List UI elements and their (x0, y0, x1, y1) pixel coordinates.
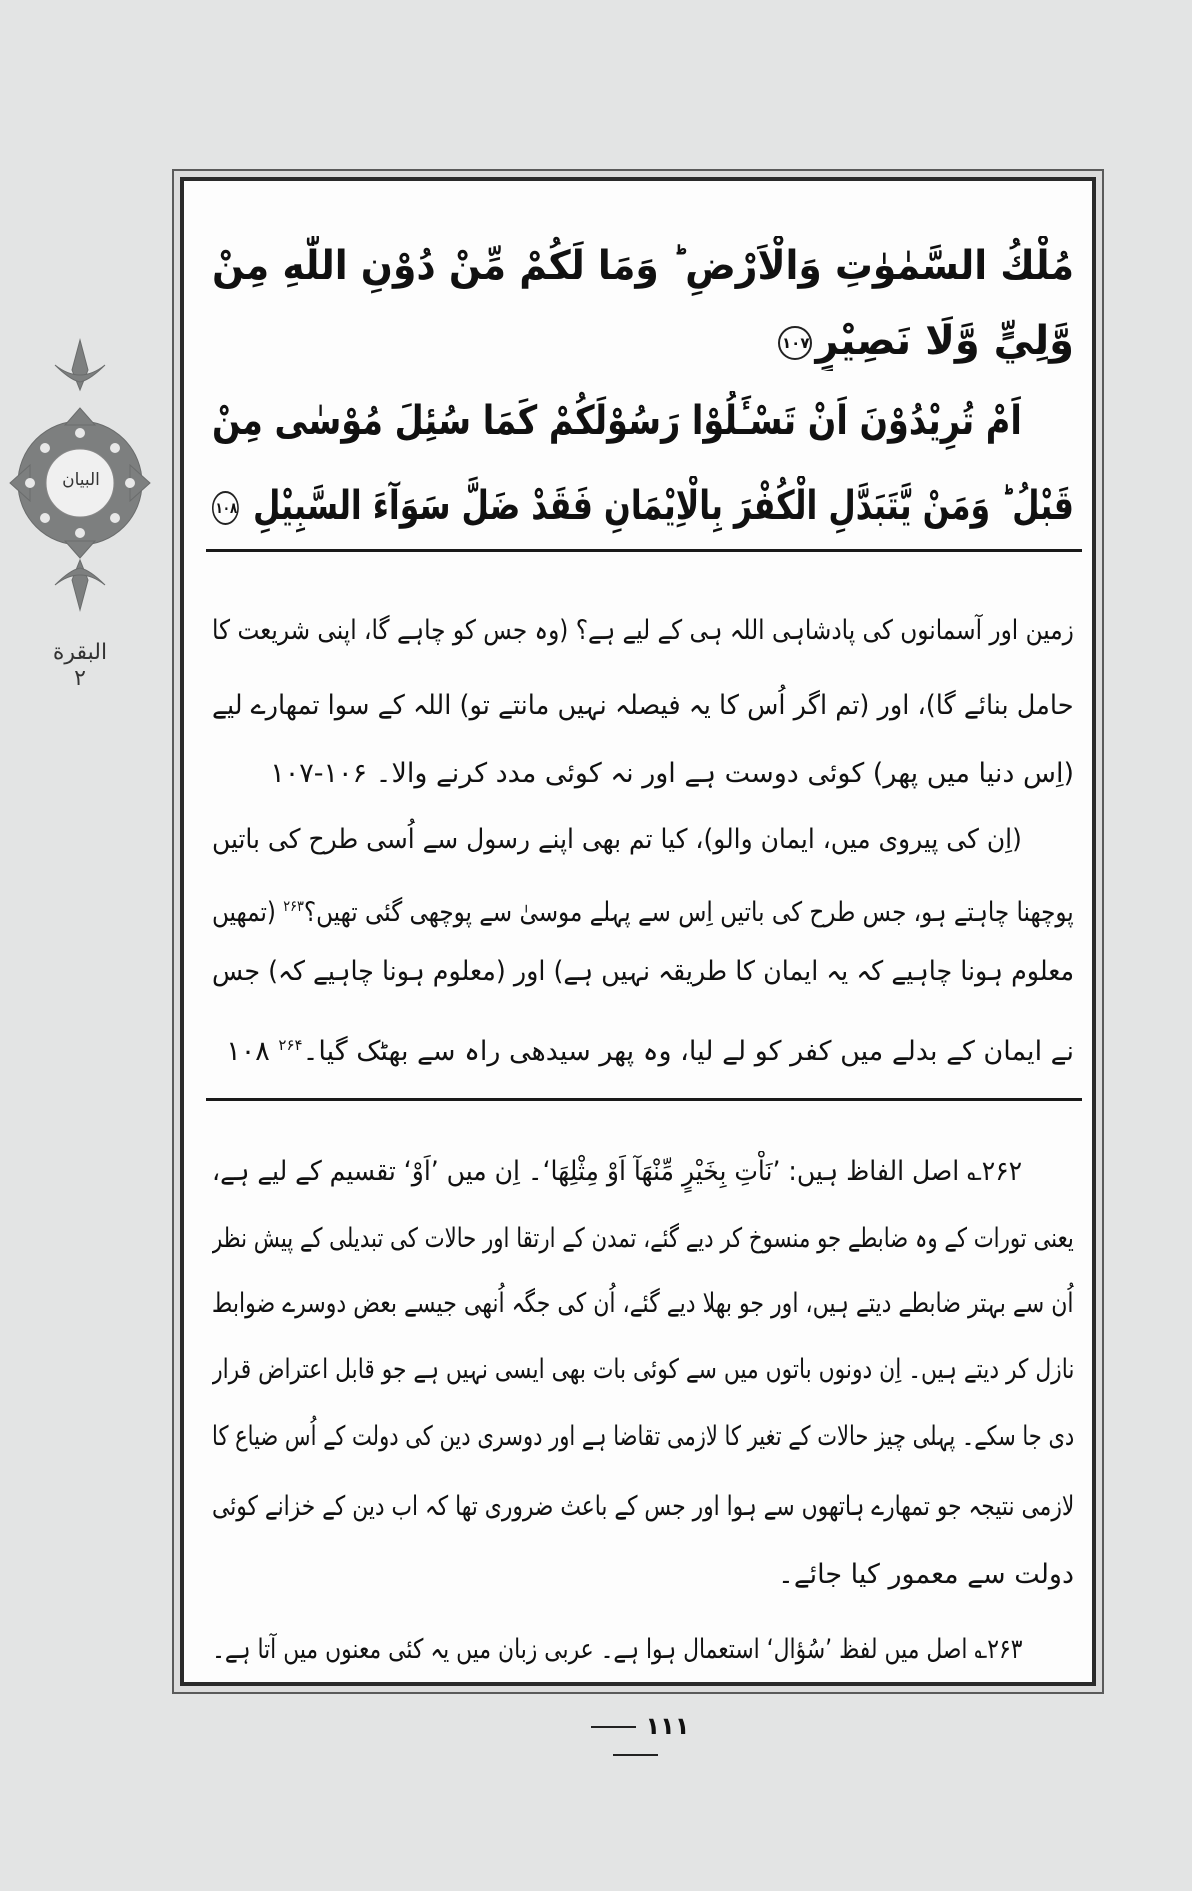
translation-line (212, 609, 1074, 653)
line-fit-wrapper: معلوم ہونا چاہیے کہ یہ ایمان کا طریقہ نہیں ہے) اور (معلوم ہونا چاہیے کہ) جس (212, 956, 1074, 987)
footnote-line: دولت سے معمور کیا جائے۔ (778, 1559, 1074, 1590)
translation-line (212, 818, 1022, 862)
translation-text: پوچھنا چاہتے ہو، جس طرح کی باتیں اِس سے پہلے موسیٰ سے پوچھی گئی تھیں؟ (304, 897, 1074, 928)
footnote-line (212, 1628, 1022, 1672)
line-fit-wrapper (212, 884, 1074, 935)
divider (206, 549, 1082, 552)
footnote-ref-264[interactable]: ۲۶۴ (278, 1036, 303, 1054)
page-number-text: ۱۱۱ (645, 1712, 690, 1740)
page-number (560, 1712, 710, 1768)
line-fit-wrapper: لازمی نتیجہ جو تمھارے ہاتھوں سے ہوا اور جس کے باعث ضروری تھا کہ اب دین کے خزانے کوئی (212, 1491, 1074, 1522)
translation-line (212, 1023, 1074, 1074)
divider (206, 1098, 1082, 1101)
translation-line: (اِس دنیا میں پھر) کوئی دوست ہے اور نہ کوئی مدد کرنے والا۔ ۱۰۶-۱۰۷ (270, 758, 1074, 789)
line-fit-wrapper: (اِن کی پیروی میں، ایمان والو)، کیا تم بھی اپنے رسول سے اُسی طرح کی باتیں (212, 824, 1022, 855)
line-fit-wrapper: اَمْ تُرِيْدُوْنَ اَنْ تَسْـَٔلُوْا رَسُوْلَكُمْ كَمَا سُئِلَ مُوْسٰى مِنْ (212, 398, 1022, 444)
footnote-line (212, 1485, 1074, 1529)
translation-line (212, 684, 1074, 728)
dash (613, 1754, 658, 1756)
ayah-number-107: ١٠٧ (778, 326, 812, 360)
ayah-number-108: ١٠٨ (212, 491, 239, 525)
footnote-line (212, 1217, 1074, 1261)
line-fit-wrapper: یعنی تورات کے وہ ضابطے جو منسوخ کر دیے گئے، تمدن کے ارتقا اور حالات کی تبدیلی کے پیش نظر (212, 1223, 1074, 1254)
page-frame (172, 169, 1104, 1694)
line-fit-wrapper: نازل کر دیتے ہیں۔ اِن دونوں باتوں میں سے کوئی بات بھی ایسی نہیں ہے جو قابل اعتراض قرار (212, 1354, 1074, 1385)
translation-line (212, 884, 1074, 935)
line-fit-wrapper: اُن سے بہتر ضابطے دیتے ہیں، اور جو بھلا دیے گئے، اُن کی جگہ اُنھی جیسے بعض دوسرے ضوابط (212, 1288, 1074, 1319)
arabic-text: وَّلِيٍّ وَّلَا نَصِيْرٍ (815, 318, 1074, 364)
line-fit-wrapper (212, 476, 1074, 536)
surah-number: ۲ (74, 666, 86, 691)
translation-line (212, 950, 1074, 994)
line-fit-wrapper: ۲۶۲؎ اصل الفاظ ہیں: ’نَاْتِ بِخَيْرٍ مِّنْهَآ اَوْ مِثْلِهَا‘۔ اِن میں ’اَوْ‘ تقسیم کے لیے ہے، (212, 1156, 1022, 1187)
translation-text: (تمھیں (212, 897, 277, 928)
verse-range: ۱۰۸ (226, 1036, 270, 1067)
arabic-line (212, 391, 1022, 451)
line-fit-wrapper: ۲۶۳؎ اصل میں لفظ ’سُؤال‘ استعمال ہوا ہے۔ عربی زبان میں یہ کئی معنوں میں آتا ہے۔ (212, 1634, 1022, 1665)
page-content (180, 177, 1096, 1686)
surah-name: البقرة (52, 640, 108, 665)
line-fit-wrapper: حامل بنائے گا)، اور (تم اگر اُس کا یہ فیصلہ نہیں مانتے تو) اللہ کے سوا تمھارے لیے (212, 690, 1074, 721)
arabic-line (212, 311, 1074, 371)
translation-text: نے ایمان کے بدلے میں کفر کو لے لیا، وہ پھر سیدھی راہ سے بھٹک گیا۔ (302, 1036, 1074, 1067)
footnote-line (212, 1415, 1074, 1459)
medallion-title: البیان (62, 470, 100, 490)
footnote-line (212, 1348, 1074, 1392)
line-fit-wrapper: مُلْكُ السَّمٰوٰتِ وَالْاَرْضِ ؕ وَمَا لَكُمْ مِّنْ دُوْنِ اللّٰهِ مِنْ (212, 243, 1074, 289)
arabic-line (212, 476, 1074, 536)
arabic-line (212, 236, 1074, 296)
footnote-line (212, 1150, 1022, 1194)
line-fit-wrapper: دی جا سکے۔ پہلی چیز حالات کے تغیر کا لازمی تقاضا ہے اور دوسری دین کی دولت کے اُس ضیاع کا (212, 1421, 1074, 1452)
dash (591, 1726, 636, 1728)
arabic-text: قَبْلُ ؕ وَمَنْ يَّتَبَدَّلِ الْكُفْرَ بِالْاِيْمَانِ فَقَدْ ضَلَّ سَوَآءَ السَّبِيْلِ (253, 483, 1074, 529)
surah-label (40, 640, 120, 692)
line-fit-wrapper: زمین اور آسمانوں کی پادشاہی اللہ ہی کے لیے ہے؟ (وہ جس کو چاہے گا، اپنی شریعت کا (212, 615, 1074, 646)
footnote-ref-263[interactable]: ۲۶۳ (283, 897, 305, 915)
footnote-line (212, 1282, 1074, 1326)
sidebar-ornament (0, 330, 160, 624)
